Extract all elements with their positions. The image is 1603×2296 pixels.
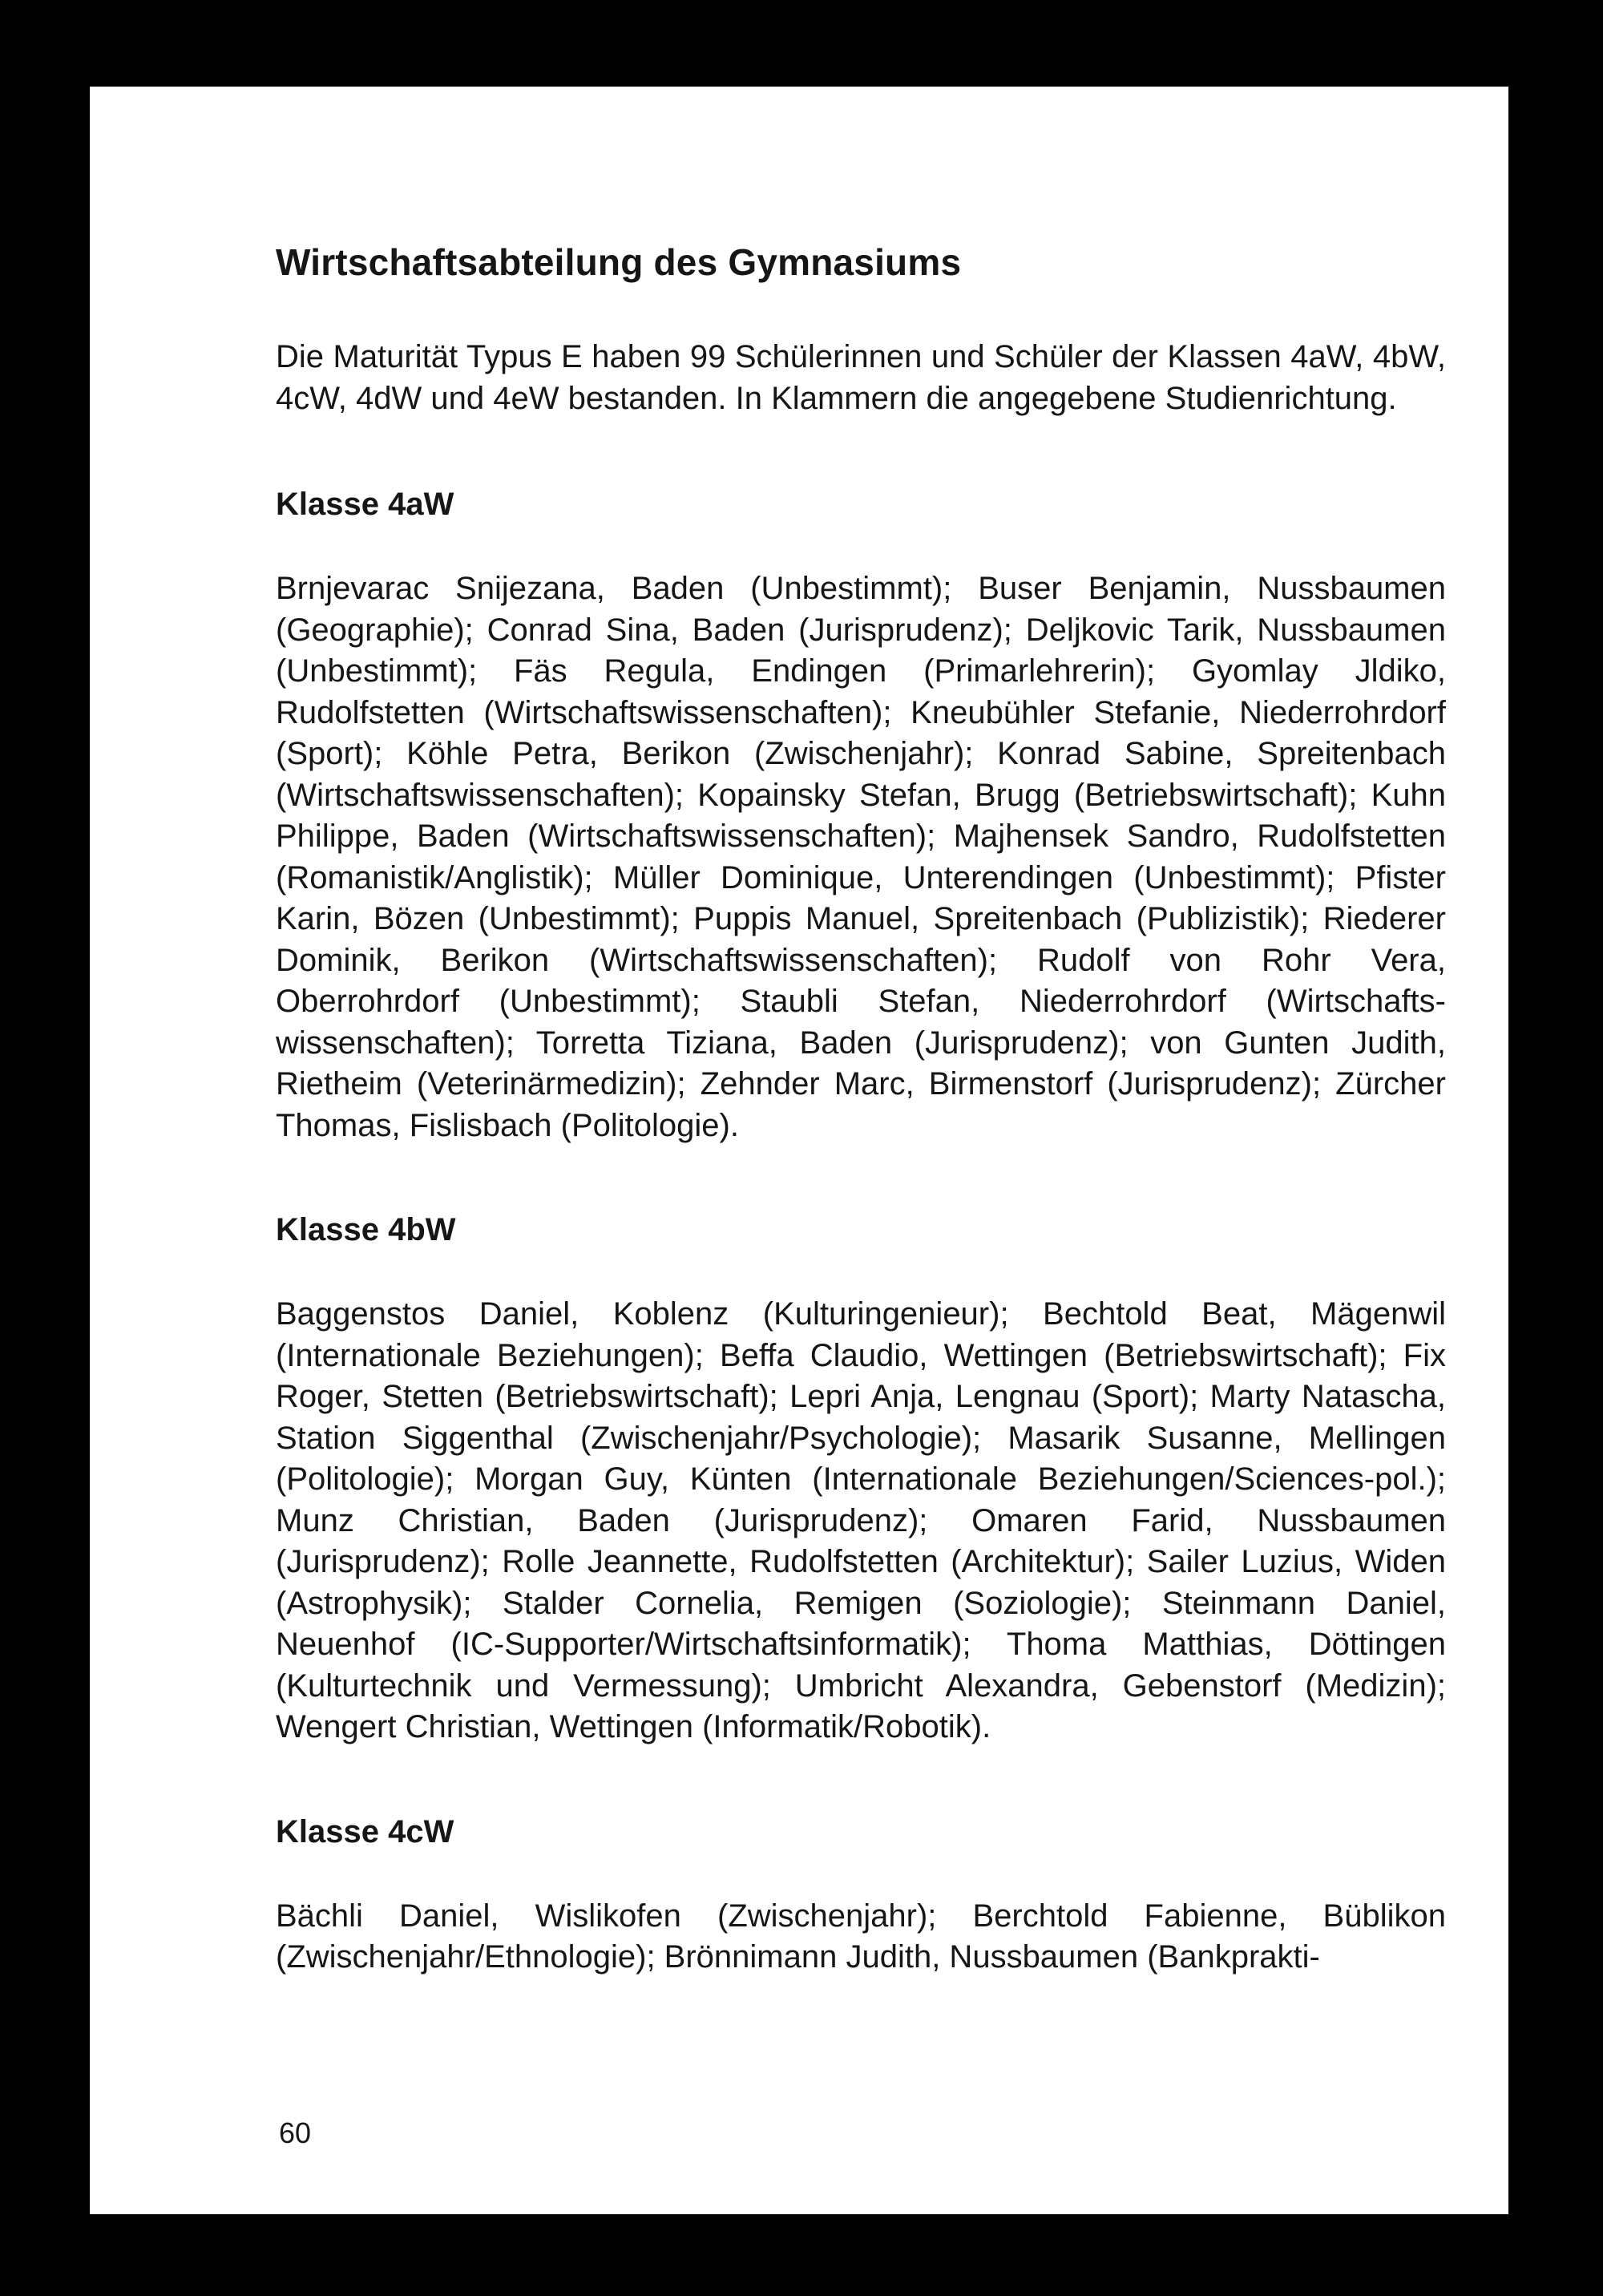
scan-border-top (0, 0, 1603, 87)
scan-border-right (1508, 0, 1603, 2296)
page-content (276, 241, 1446, 1979)
scan-border-bottom (0, 2214, 1603, 2296)
section-heading-4aw: Klasse 4aW (276, 487, 454, 523)
scan-border-left (0, 0, 90, 2296)
section-heading-4cw: Klasse 4cW (276, 1813, 454, 1849)
section-body-4aw: Brnjevarac Snijezana, Baden (Unbestimmt); Buser Benjamin, Nussbaumen (Geographie); Conrad Sina, Baden (Jurisprudenz); Deljkovic Tarik, Nussbaumen (Unbestimmt); Fäs Regula, Endingen (Primarlehrerin); Gyomlay Jldiko, Rudolfstetten (Wirtschaftswissenschaften); Kneubühler Stefanie, Niederrohrdorf (Sport); Köhle Petra, Berikon (Zwischenjahr); Konrad Sabine, Spreitenbach (Wirtschaftswissenschaften); Kopainsky Stefan, Brugg (Betriebswirtschaft); Kuhn Philippe, Baden (Wirtschaftswissenschaften); Majhensek Sandro, Rudolfstetten (Romanistik/Anglistik); Müller Dominique, Unterendingen (Unbestimmt); Pfister Karin, Bözen (Unbestimmt); Puppis Manuel, Spreitenbach (Publizistik); Riederer Dominik, Berikon (Wirtschaftswissenschaften); Rudolf von Rohr Vera, Oberrohrdorf (Unbestimmt); Staubli Stefan, Niederrohrdorf (Wirtschaftswissenschaften); Torretta Tiziana, Baden (Jurisprudenz); von Gunten Judith, Rietheim (Veterinärmedizin); Zehnder Marc, Birmenstorf (Jurisprudenz); Zürcher Thomas, Fislisbach (Politologie). (276, 571, 1446, 1143)
intro-paragraph: Die Maturität Typus E haben 99 Schülerinnen und Schüler der Klassen 4aW, 4bW, 4cW, 4dW und 4eW bestanden. In Klammern die angegebene Studienrichtung. (276, 339, 1446, 417)
section-heading-4bw: Klasse 4bW (276, 1212, 456, 1248)
section-body-4cw: Bächli Daniel, Wislikofen (Zwischenjahr); Berchtold Fabienne, Büblikon (Zwischenjahr/Ethnologie); Brönnimann Judith, Nussbaumen (Bankprakti- (276, 1898, 1446, 1975)
section-body-4bw: Baggenstos Daniel, Koblenz (Kulturingenieur); Bechtold Beat, Mägenwil (Internationale Beziehungen); Beffa Claudio, Wettingen (Betriebswirtschaft); Fix Roger, Stetten (Betriebswirtschaft); Lepri Anja, Lengnau (Sport); Marty Natascha, Station Siggenthal (Zwischenjahr/Psychologie); Masarik Susanne, Mellingen (Politologie); Morgan Guy, Künten (Internationale Beziehungen/Sciences-pol.); Munz Christian, Baden (Jurisprudenz); Omaren Farid, Nussbaumen (Jurisprudenz); Rolle Jeannette, Rudolfstetten (Architektur); Sailer Luzius, Widen (Astrophysik); Stalder Cornelia, Remigen (Soziologie); Steinmann Daniel, Neuenhof (IC-Supporter/Wirtschaftsinformatik); Thoma Matthias, Döttingen (Kulturtechnik und Vermessung); Umbricht Alexandra, Gebenstorf (Medizin); Wengert Christian, Wettingen (Informatik/Robotik). (276, 1296, 1446, 1745)
page-title: Wirtschaftsabteilung des Gymnasiums (276, 241, 962, 283)
page-number: 60 (279, 2116, 312, 2149)
